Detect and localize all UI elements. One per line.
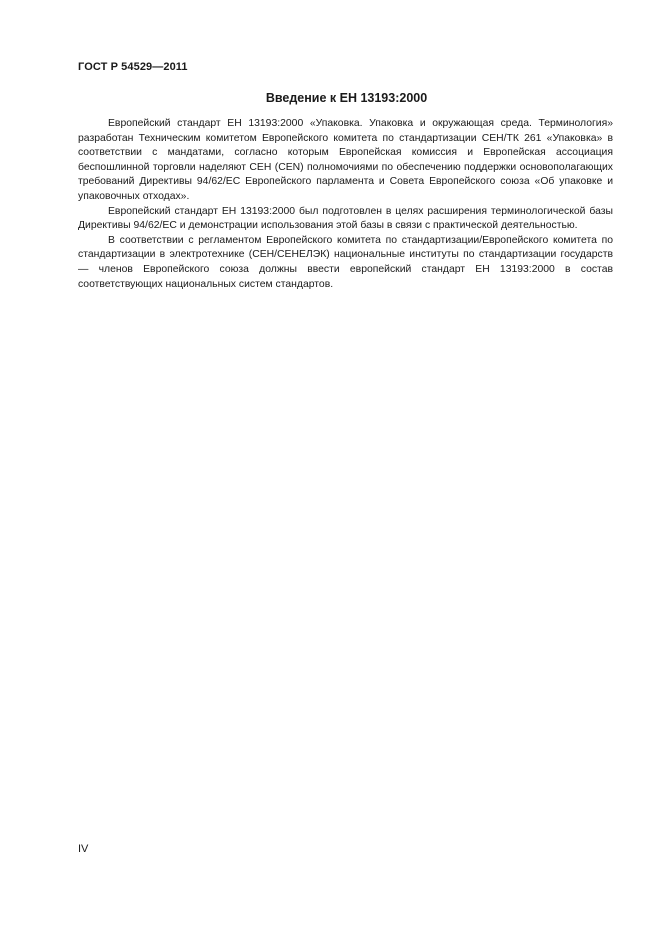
paragraph-2: Европейский стандарт ЕН 13193:2000 был подготовлен в целях расширения терминологической базы Директивы 94/62/ЕС и демонстрации использования этой базы в связи с практической деятельностью. <box>78 205 613 232</box>
paragraph-3: В соответствии с регламентом Европейского комитета по стандартизации/Европейского комитета по стандартизации в электротехнике (СЕН/СЕНЕЛЭК) национальные институты по стандартизации государств — членов Европейского союза должны ввести европейский стандарт ЕН 13193:2000 в состав соответствующих национальных систем стандартов. <box>78 234 613 290</box>
paragraph-1: Европейский стандарт ЕН 13193:2000 «Упаковка. Упаковка и окружающая среда. Терминология» разработан Техническим комитетом Европейского комитета по стандартизации СЕН/ТК 261 «Упаковка» в соответствии с мандатами, согласно которым Европейская комиссия и Европейская ассоциация беспошлинной торговли наделяют СЕН (CEN) полномочиями по обеспечению поддержки основополагающих требований Директивы 94/62/ЕС Европейского парламента и Совета Европейского союза «Об упаковке и упаковочных отходах». <box>78 118 613 202</box>
page-number: IV <box>78 843 89 855</box>
body-text <box>78 117 613 292</box>
section-title: Введение к ЕН 13193:2000 <box>265 91 428 105</box>
document-header: ГОСТ Р 54529—2011 <box>78 61 188 73</box>
